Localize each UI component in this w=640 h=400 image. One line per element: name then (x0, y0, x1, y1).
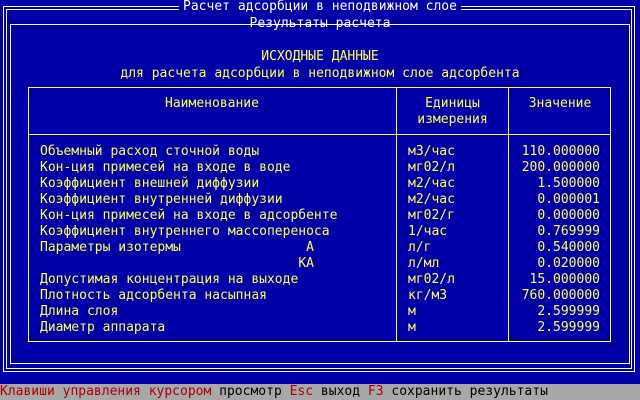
status-f3-key[interactable]: F3 (367, 384, 384, 399)
table-row (0, 272, 640, 288)
row-value: 0.769999 (537, 224, 600, 239)
row-name: Параметры изотермы (40, 240, 181, 255)
row-unit: м (408, 304, 416, 319)
row-unit: м2/час (408, 192, 455, 207)
row-value: 0.000001 (537, 192, 600, 207)
row-subparam: A (306, 240, 314, 255)
row-value: 110.000000 (521, 144, 600, 159)
row-unit: мг02/г (408, 208, 455, 223)
row-unit: м3/час (408, 144, 455, 159)
status-esc-key[interactable]: Esc (289, 384, 314, 399)
row-subparam: KA (298, 256, 314, 271)
table-row (0, 160, 640, 176)
table-row (0, 176, 640, 192)
row-unit: 1/час (408, 224, 448, 239)
row-unit: л/мл (408, 256, 440, 271)
table-row (0, 256, 640, 272)
row-value: 200.000000 (521, 160, 600, 175)
status-save-label: сохранить результаты (383, 384, 548, 399)
row-value: 0.020000 (537, 256, 600, 271)
row-name: Плотность адсорбента насыпная (40, 288, 267, 303)
row-unit: мг02/л (408, 160, 455, 175)
table-row (0, 288, 640, 304)
row-value: 2.599999 (537, 304, 600, 319)
table-row (0, 144, 640, 160)
row-name: Длина слоя (40, 304, 119, 319)
row-value: 0.540000 (537, 240, 600, 255)
status-exit-label: выход (313, 384, 368, 399)
row-name: Кон-ция примесей на входе в адсорбенте (40, 208, 338, 223)
column-header-units-line1: Единицы (425, 96, 480, 111)
row-name: Диаметр аппарата (40, 320, 166, 335)
status-view-label: просмотр (211, 384, 290, 399)
table-row (0, 192, 640, 208)
row-name: Коэффициент внутренней диффузии (40, 192, 283, 207)
row-unit: м2/час (408, 176, 455, 191)
row-unit: мг02/л (408, 272, 455, 287)
row-name: Коэффициент внутреннего массопереноса (40, 224, 330, 239)
row-value: 1.500000 (537, 176, 600, 191)
row-value: 760.000000 (521, 288, 600, 303)
row-value: 15.000000 (529, 272, 600, 287)
column-header-value: Значение (528, 96, 592, 111)
status-keys-label: Клавиши управления курсором (0, 384, 212, 399)
row-name: Коэффициент внешней диффузии (40, 176, 260, 191)
section-subheading: для расчета адсорбции в неподвижном слое адсорбента (120, 66, 520, 81)
row-name: Кон-ция примесей на входе в воде (40, 160, 291, 175)
row-unit: м (408, 320, 416, 335)
table-row (0, 240, 640, 256)
row-value: 2.599999 (537, 320, 600, 335)
row-value: 0.000000 (537, 208, 600, 223)
row-name: Объемный расход сточной воды (40, 144, 260, 159)
row-unit: кг/м3 (408, 288, 448, 303)
panel-subtitle: Результаты расчета (0, 16, 640, 32)
window-title: Расчет адсорбции в неподвижном слое (0, 0, 640, 15)
table-row (0, 320, 640, 336)
column-header-name: Наименование (165, 96, 259, 111)
status-bar (0, 384, 640, 400)
table-row (0, 304, 640, 320)
table-row (0, 224, 640, 240)
table-header-divider (28, 134, 611, 135)
row-name: Допустимая концентрация на выходе (40, 272, 299, 287)
column-header-units-line2: измерения (417, 112, 488, 127)
row-unit: л/г (408, 240, 432, 255)
table-row (0, 208, 640, 224)
section-heading: ИСХОДНЫЕ ДАННЫЕ (261, 49, 379, 64)
